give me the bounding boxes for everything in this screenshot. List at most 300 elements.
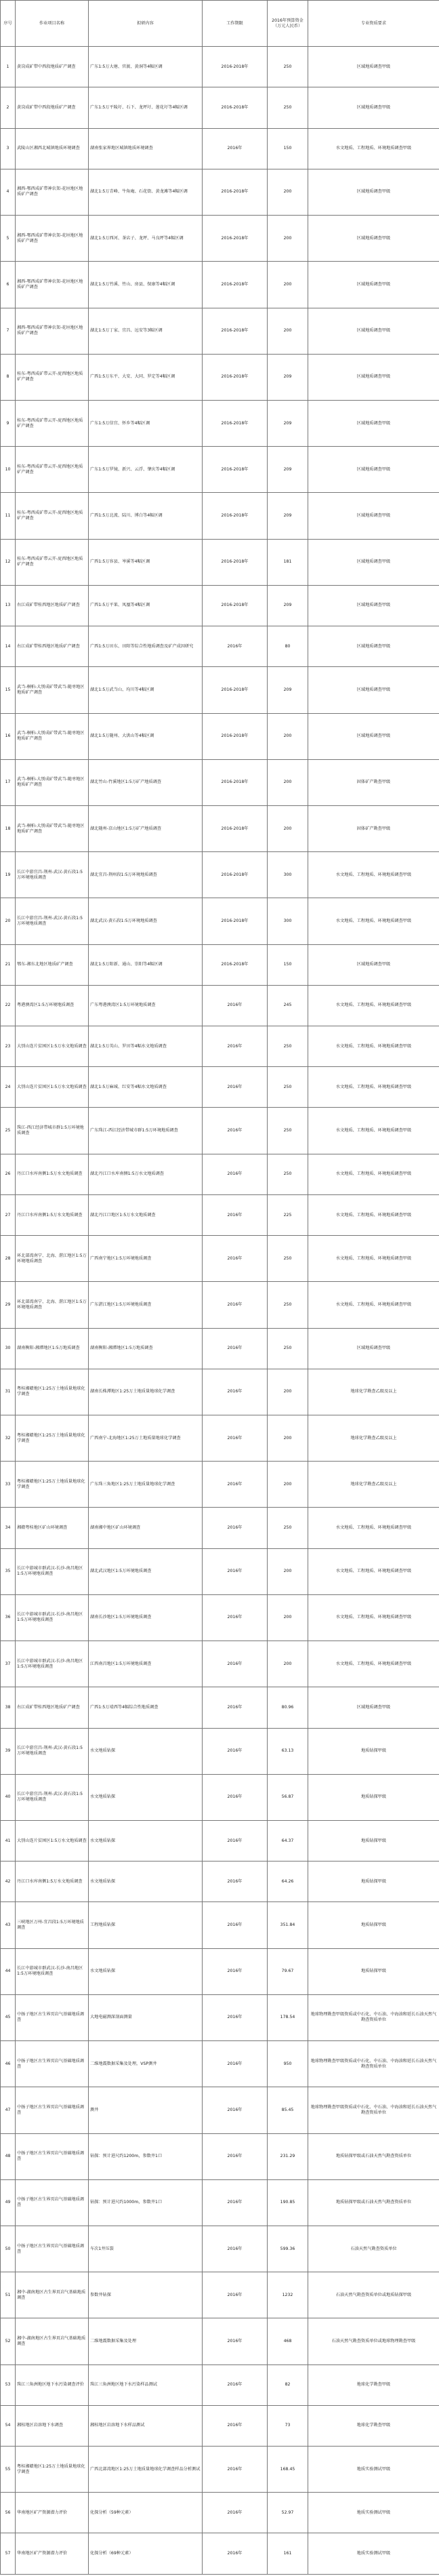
work-period: 2016年 bbox=[203, 1194, 268, 1235]
table-row bbox=[1, 1282, 439, 1328]
table-row bbox=[1, 1328, 439, 1369]
work-period: 2016-2018年 bbox=[203, 759, 268, 805]
work-period: 2016年 bbox=[203, 128, 268, 169]
project-name: 长江中游宜昌-荆州-武汉-黄石段1:5万环境地质调查 bbox=[16, 898, 89, 944]
project-name: 环北部湾南宁、北海、湛江地区1:5万环境地质调查 bbox=[16, 1236, 89, 1282]
qualification-requirement: 水文地质、工程地质、环境地质调查甲级 bbox=[308, 1594, 439, 1641]
table-row bbox=[1, 1820, 439, 1861]
work-period: 2016年 bbox=[203, 1902, 268, 1948]
budget-value: 200 bbox=[268, 1415, 308, 1462]
work-content: 湖北1:5万随州、大洪山等4幅区调 bbox=[89, 713, 203, 759]
work-period: 2016年 bbox=[203, 2226, 268, 2272]
qualification-requirement: 地球化学勘查甲级 bbox=[308, 2364, 439, 2405]
qualification-requirement: 地质实验测试甲级 bbox=[308, 2493, 439, 2533]
work-period: 2016年 bbox=[203, 2447, 268, 2493]
project-name: 大别山连片贫困区1:5万水文地质调查 bbox=[16, 1026, 89, 1067]
budget-value: 200 bbox=[268, 1462, 308, 1508]
row-number: 28 bbox=[1, 1236, 16, 1282]
work-content: 钻探：预计进尺约1200m，参数井1口 bbox=[89, 2133, 203, 2179]
budget-value: 150 bbox=[268, 944, 308, 985]
qualification-requirement: 地球物理勘查甲级资质或中石化、中石油、中海油和延长石油天然气勘查资质单位 bbox=[308, 2041, 439, 2087]
work-content: 水文地质钻探 bbox=[89, 1861, 203, 1902]
row-number: 55 bbox=[1, 2447, 16, 2493]
work-period: 2016年 bbox=[203, 2493, 268, 2533]
work-content: 湖北竹山-竹溪地区1:5万矿产地质调查 bbox=[89, 759, 203, 805]
work-period: 2016年 bbox=[203, 2318, 268, 2364]
table-row bbox=[1, 1236, 439, 1282]
project-name: 珠江三角洲地区地下水污染调查评价 bbox=[16, 2364, 89, 2405]
work-content: 湖北武汉-黄石段1:5万环境地质调查 bbox=[89, 898, 203, 944]
qualification-requirement: 地球化学勘查乙级及以上 bbox=[308, 1462, 439, 1508]
project-name: 右江成矿带桂西地区地质矿产调查 bbox=[16, 1687, 89, 1728]
work-period: 2016年 bbox=[203, 2179, 268, 2226]
work-period: 2016-2018年 bbox=[203, 169, 268, 215]
project-name: 长江中游城市群武汉-长沙-南昌地区1:5万环境地质调查 bbox=[16, 1548, 89, 1594]
row-number: 45 bbox=[1, 1994, 16, 2040]
qualification-requirement: 区域地质调查甲级 bbox=[308, 1687, 439, 1728]
budget-value: 82 bbox=[268, 2364, 308, 2405]
work-period: 2016年 bbox=[203, 1594, 268, 1641]
work-content: 湖北1:5万青峰、牛角庵、石花街、黄龙滩等4幅区调 bbox=[89, 169, 203, 215]
qualification-requirement: 区域地质调查甲级 bbox=[308, 713, 439, 759]
row-number: 35 bbox=[1, 1548, 16, 1594]
qualification-requirement: 水文地质、工程地质、环境地质调查甲级 bbox=[308, 1508, 439, 1548]
work-content: 参数井钻探 bbox=[89, 2272, 203, 2318]
project-name: 中扬子地区古生界页岩气基础地质调查 bbox=[16, 2087, 89, 2133]
budget-value: 250 bbox=[268, 1067, 308, 1108]
row-number: 21 bbox=[1, 944, 16, 985]
qualification-requirement: 水文地质、工程地质、环境地质调查甲级 bbox=[308, 1026, 439, 1067]
row-number: 49 bbox=[1, 2179, 16, 2226]
table-row bbox=[1, 1369, 439, 1415]
budget-value: 63.13 bbox=[268, 1728, 308, 1774]
work-content: 湖南湘中地区矿山环境调查 bbox=[89, 1508, 203, 1548]
project-name: 武当-桐柏-大别成矿带武当-随枣地区地质矿产调查 bbox=[16, 759, 89, 805]
table-row bbox=[1, 2087, 439, 2133]
work-content: 广西1:5万靖西等4幅综合性地质调查 bbox=[89, 1687, 203, 1728]
work-content: 湖北宜昌-荆州段1:5万环境地质调查 bbox=[89, 852, 203, 898]
work-period: 2016年 bbox=[203, 1820, 268, 1861]
qualification-requirement: 地质钻探甲级 bbox=[308, 1902, 439, 1948]
work-period: 2016年 bbox=[203, 1067, 268, 1108]
header-budget: 2016年预算资金（万元人民币） bbox=[268, 1, 308, 47]
row-number: 11 bbox=[1, 493, 16, 539]
budget-value: 181 bbox=[268, 539, 308, 585]
budget-value: 200 bbox=[268, 1548, 308, 1594]
work-period: 2016年 bbox=[203, 1948, 268, 1994]
table-row bbox=[1, 805, 439, 851]
work-period: 2016年 bbox=[203, 1774, 268, 1820]
table-row bbox=[1, 128, 439, 169]
budget-value: 168.45 bbox=[268, 2447, 308, 2493]
budget-value: 200 bbox=[268, 1641, 308, 1687]
qualification-requirement: 区域地质调查甲级 bbox=[308, 87, 439, 128]
budget-value: 300 bbox=[268, 898, 308, 944]
table-row bbox=[1, 1508, 439, 1548]
budget-value: 351.84 bbox=[268, 1902, 308, 1948]
budget-value: 225 bbox=[268, 1194, 308, 1235]
row-number: 38 bbox=[1, 1687, 16, 1728]
row-number: 3 bbox=[1, 128, 16, 169]
budget-value: 300 bbox=[268, 852, 308, 898]
table-row bbox=[1, 1728, 439, 1774]
work-content: 湖北1:5万英山、罗田等4幅水文地质调查 bbox=[89, 1026, 203, 1067]
table-row bbox=[1, 713, 439, 759]
project-name: 华南地区矿产资源潜力评价 bbox=[16, 2533, 89, 2574]
qualification-requirement: 地球物理勘查甲级资质或中石化、中石油、中海油和延长石油天然气勘查资质单位 bbox=[308, 2087, 439, 2133]
qualification-requirement: 水文地质、工程地质、环境地质调查甲级 bbox=[308, 985, 439, 1026]
project-name: 湘赣粤桂地区矿山环境调查 bbox=[16, 1508, 89, 1548]
budget-value: 178.54 bbox=[268, 1994, 308, 2040]
work-period: 2016年 bbox=[203, 1861, 268, 1902]
project-name: 粤桂湘赣地区1:25万土地质量地球化学调查 bbox=[16, 1462, 89, 1508]
project-name: 右江成矿带桂西地区地质矿产调查 bbox=[16, 626, 89, 667]
project-name: 长江中游城市群武汉-长沙-南昌地区1:5万环境地质调查 bbox=[16, 1948, 89, 1994]
work-content: 水文地质钻探 bbox=[89, 1774, 203, 1820]
qualification-requirement: 水文地质、工程地质、环境地质调查甲级 bbox=[308, 1067, 439, 1108]
row-number: 56 bbox=[1, 2493, 16, 2533]
qualification-requirement: 水文地质、工程地质、环境地质调查甲级 bbox=[308, 1154, 439, 1194]
row-number: 17 bbox=[1, 759, 16, 805]
work-period: 2016-2018年 bbox=[203, 805, 268, 851]
row-number: 10 bbox=[1, 447, 16, 493]
budget-value: 56.87 bbox=[268, 1774, 308, 1820]
table-row bbox=[1, 2272, 439, 2318]
table-row bbox=[1, 585, 439, 626]
project-name: 湘西-鄂西成矿带神农架-花垣地区地质矿产调查 bbox=[16, 308, 89, 354]
row-number: 54 bbox=[1, 2405, 16, 2446]
budget-value: 209 bbox=[268, 354, 308, 400]
row-number: 43 bbox=[1, 1902, 16, 1948]
row-number: 5 bbox=[1, 216, 16, 262]
row-number: 9 bbox=[1, 400, 16, 446]
qualification-requirement: 水文地质、工程地质、环境地质调查甲级 bbox=[308, 852, 439, 898]
budget-value: 250 bbox=[268, 1154, 308, 1194]
budget-value: 250 bbox=[268, 87, 308, 128]
budget-value: 150 bbox=[268, 128, 308, 169]
work-period: 2016年 bbox=[203, 1462, 268, 1508]
row-number: 30 bbox=[1, 1328, 16, 1369]
row-number: 18 bbox=[1, 805, 16, 851]
work-content: 广西1:5万田东、田阳等综合性地质调查及矿产成因研究 bbox=[89, 626, 203, 667]
work-period: 2016年 bbox=[203, 2533, 268, 2574]
work-period: 2016-2018年 bbox=[203, 308, 268, 354]
work-content: 广东1:5万罗镜、新兴、云浮、肇庆等4幅区调 bbox=[89, 447, 203, 493]
row-number: 50 bbox=[1, 2226, 16, 2272]
header-content: 拟研内容 bbox=[89, 1, 203, 47]
qualification-requirement: 区域地质调查甲级 bbox=[308, 585, 439, 626]
project-name: 桂东-粤西成矿带云开-庞西地区地质矿产调查 bbox=[16, 539, 89, 585]
qualification-requirement: 地球化学勘查乙级及以上 bbox=[308, 1415, 439, 1462]
qualification-requirement: 石油天然气勘查资质单位或地质钻探甲级 bbox=[308, 2272, 439, 2318]
row-number: 47 bbox=[1, 2087, 16, 2133]
project-name: 粤桂湘赣地区1:25万土地质量地球化学调查 bbox=[16, 2447, 89, 2493]
qualification-requirement: 地球物理勘查甲级资质或中石化、中石油、中海油和延长石油天然气勘查资质单位 bbox=[308, 1994, 439, 2040]
row-number: 37 bbox=[1, 1641, 16, 1687]
work-content: 测井 bbox=[89, 2087, 203, 2133]
work-content: 湖北1:5万武当山、均川等4幅区调 bbox=[89, 667, 203, 713]
table-row bbox=[1, 759, 439, 805]
work-content: 湖北丹江口地区1:5万水文地质调查 bbox=[89, 1194, 203, 1235]
project-name: 湘西-鄂西成矿带神农架-花垣地区地质矿产调查 bbox=[16, 216, 89, 262]
budget-value: 64.37 bbox=[268, 1820, 308, 1861]
work-period: 2016年 bbox=[203, 1641, 268, 1687]
budget-value: 200 bbox=[268, 805, 308, 851]
table-row bbox=[1, 1861, 439, 1902]
qualification-requirement: 石油天然气勘查资质单位 bbox=[308, 2226, 439, 2272]
budget-value: 250 bbox=[268, 1026, 308, 1067]
work-period: 2016年 bbox=[203, 2041, 268, 2087]
qualification-requirement: 地质钻探甲级 bbox=[308, 1820, 439, 1861]
project-name: 中扬子地区古生界页岩气基础地质调查 bbox=[16, 1994, 89, 2040]
qualification-requirement: 区域地质调查甲级 bbox=[308, 626, 439, 667]
work-content: 工程地质钻探 bbox=[89, 1902, 203, 1948]
budget-value: 80.96 bbox=[268, 1687, 308, 1728]
project-name: 武陵山区湘西北城镇地质环境调查 bbox=[16, 128, 89, 169]
header-period: 工作期限 bbox=[203, 1, 268, 47]
table-row bbox=[1, 87, 439, 128]
work-period: 2016年 bbox=[203, 1548, 268, 1594]
budget-value: 200 bbox=[268, 1594, 308, 1641]
table-row bbox=[1, 1462, 439, 1508]
qualification-requirement: 区域地质调查甲级 bbox=[308, 262, 439, 308]
table-row bbox=[1, 2179, 439, 2226]
row-number: 32 bbox=[1, 1415, 16, 1462]
budget-value: 1232 bbox=[268, 2272, 308, 2318]
table-row bbox=[1, 1902, 439, 1948]
table-row bbox=[1, 985, 439, 1026]
qualification-requirement: 水文地质、工程地质、环境地质调查甲级 bbox=[308, 1236, 439, 1282]
budget-value: 250 bbox=[268, 1328, 308, 1369]
qualification-requirement: 区域地质调查甲级 bbox=[308, 47, 439, 87]
project-name: 黄岗成矿带中西段地质矿产调查 bbox=[16, 47, 89, 87]
budget-value: 79.67 bbox=[268, 1948, 308, 1994]
row-number: 22 bbox=[1, 985, 16, 1026]
work-content: 湖南长沙地区1:5万环境地质调查 bbox=[89, 1594, 203, 1641]
project-name: 中扬子地区古生界页岩气基础地质调查 bbox=[16, 2041, 89, 2087]
budget-value: 209 bbox=[268, 400, 308, 446]
work-period: 2016-2018年 bbox=[203, 216, 268, 262]
work-content: 化探分析（59种元素） bbox=[89, 2493, 203, 2533]
table-row bbox=[1, 400, 439, 446]
table-row bbox=[1, 169, 439, 215]
row-number: 44 bbox=[1, 1948, 16, 1994]
table-row bbox=[1, 216, 439, 262]
work-content: 水文地质钻探 bbox=[89, 1820, 203, 1861]
work-period: 2016-2018年 bbox=[203, 47, 268, 87]
project-name: 环北部湾南宁、北海、湛江地区1:5万环境地质调查 bbox=[16, 1282, 89, 1328]
work-period: 2016-2018年 bbox=[203, 354, 268, 400]
project-name: 湖南衡阳-湘潭地区1:5万地质调查 bbox=[16, 1328, 89, 1369]
header-requirement: 专业资质要求 bbox=[308, 1, 439, 47]
project-name: 华南地区矿产资源潜力评价 bbox=[16, 2493, 89, 2533]
qualification-requirement: 水文地质、工程地质、环境地质调查甲级 bbox=[308, 898, 439, 944]
budget-value: 52.97 bbox=[268, 2493, 308, 2533]
work-content: 湖南衡阳-湘潭地区1:5万地质调查 bbox=[89, 1328, 203, 1369]
row-number: 29 bbox=[1, 1282, 16, 1328]
project-name: 右江成矿带桂西地区地质矿产调查 bbox=[16, 585, 89, 626]
table-header-row bbox=[1, 1, 439, 47]
table-row bbox=[1, 2364, 439, 2405]
table-row bbox=[1, 2041, 439, 2087]
table-body bbox=[1, 47, 439, 2574]
row-number: 2 bbox=[1, 87, 16, 128]
qualification-requirement: 水文地质、工程地质、环境地质调查甲级 bbox=[308, 1548, 439, 1594]
qualification-requirement: 水文地质、工程地质、环境地质调查甲级 bbox=[308, 1282, 439, 1328]
work-content: 广西南宁-北海地区1:25万土地质量地球化学调查 bbox=[89, 1415, 203, 1462]
project-name: 粤港澳湾区1:5万环境地质调查 bbox=[16, 985, 89, 1026]
work-content: 湖南张家界地区城镇地质环境调查 bbox=[89, 128, 203, 169]
row-number: 20 bbox=[1, 898, 16, 944]
table-row bbox=[1, 1948, 439, 1994]
project-name: 长江中游宜昌-荆州-武汉-黄石段1:5万环境地质调查 bbox=[16, 852, 89, 898]
table-row bbox=[1, 262, 439, 308]
work-period: 2016-2018年 bbox=[203, 852, 268, 898]
qualification-requirement: 地质实验测试甲级 bbox=[308, 2447, 439, 2493]
qualification-requirement: 地质实验测试甲级 bbox=[308, 2533, 439, 2574]
work-period: 2016-2018年 bbox=[203, 898, 268, 944]
work-content: 化探分析（69种元素） bbox=[89, 2533, 203, 2574]
row-number: 51 bbox=[1, 2272, 16, 2318]
budget-value: 200 bbox=[268, 308, 308, 354]
work-content: 湖北1:5万丁家、宜昌、远安等3幅区调 bbox=[89, 308, 203, 354]
budget-value: 200 bbox=[268, 169, 308, 215]
row-number: 13 bbox=[1, 585, 16, 626]
table-row bbox=[1, 667, 439, 713]
row-number: 14 bbox=[1, 626, 16, 667]
row-number: 25 bbox=[1, 1108, 16, 1154]
work-period: 2016年 bbox=[203, 1154, 268, 1194]
work-period: 2016年 bbox=[203, 1728, 268, 1774]
work-content: 广西1:5万容县、岑溪等4幅区调 bbox=[89, 539, 203, 585]
project-name: 武当-桐柏-大别成矿带武当-随枣地区地质矿产调查 bbox=[16, 805, 89, 851]
qualification-requirement: 水文地质、工程地质、环境地质调查甲级 bbox=[308, 1194, 439, 1235]
work-content: 湖北随州-京山地区1:5万矿产地质调查 bbox=[89, 805, 203, 851]
work-content: 广西1:5万平果、凤凰等4幅区调 bbox=[89, 585, 203, 626]
qualification-requirement: 地质钻探甲级 bbox=[308, 1728, 439, 1774]
budget-value: 85.45 bbox=[268, 2087, 308, 2133]
project-name: 大别山连片贫困区1:5万水文地质调查 bbox=[16, 1820, 89, 1861]
work-period: 2016年 bbox=[203, 1369, 268, 1415]
budget-value: 209 bbox=[268, 667, 308, 713]
row-number: 4 bbox=[1, 169, 16, 215]
work-content: 二维地震数据采集及处理，VSP测井 bbox=[89, 2041, 203, 2087]
row-number: 48 bbox=[1, 2133, 16, 2179]
work-content: 水文地质钻探 bbox=[89, 1948, 203, 1994]
table-row bbox=[1, 1548, 439, 1594]
header-name: 作业项目名称 bbox=[16, 1, 89, 47]
qualification-requirement: 区域地质调查甲级 bbox=[308, 447, 439, 493]
work-period: 2016年 bbox=[203, 1236, 268, 1282]
table-row bbox=[1, 898, 439, 944]
table-row bbox=[1, 1594, 439, 1641]
row-number: 52 bbox=[1, 2318, 16, 2364]
work-content: 水文地质钻探 bbox=[89, 1728, 203, 1774]
table-row bbox=[1, 2533, 439, 2574]
work-content: 广东1:5万信宜、怀乡等4幅区调 bbox=[89, 400, 203, 446]
budget-value: 80 bbox=[268, 626, 308, 667]
row-number: 1 bbox=[1, 47, 16, 87]
work-content: 湖北1:5万阳新、通山、崇阳等4幅区调 bbox=[89, 944, 203, 985]
work-content: 广东1:5万大塘、官渡、黄洞等4幅区调 bbox=[89, 47, 203, 87]
work-period: 2016-2018年 bbox=[203, 944, 268, 985]
work-content: 广东1:5万平陵圩、石下、龙坪圩、莲花圩等4幅区调 bbox=[89, 87, 203, 128]
work-period: 2016-2018年 bbox=[203, 667, 268, 713]
project-name: 湘桂地区岩溶地下水调查 bbox=[16, 2405, 89, 2446]
row-number: 34 bbox=[1, 1508, 16, 1548]
table-row bbox=[1, 944, 439, 985]
work-content: 广西北部湾地区1:25万土地质量地球化学调查样品分析测试 bbox=[89, 2447, 203, 2493]
qualification-requirement: 区域地质调查甲级 bbox=[308, 667, 439, 713]
budget-value: 250 bbox=[268, 1282, 308, 1328]
work-period: 2016年 bbox=[203, 985, 268, 1026]
project-name: 中扬子地区古生界页岩气基础地质调查 bbox=[16, 2179, 89, 2226]
table-row bbox=[1, 1415, 439, 1462]
budget-value: 209 bbox=[268, 585, 308, 626]
work-period: 2016年 bbox=[203, 2087, 268, 2133]
project-name: 三峡地区万州-宜昌段1:5万环境地质调查 bbox=[16, 1902, 89, 1948]
row-number: 31 bbox=[1, 1369, 16, 1415]
row-number: 36 bbox=[1, 1594, 16, 1641]
qualification-requirement: 区域地质调查甲级 bbox=[308, 539, 439, 585]
work-content: 湖北武汉地区1:5万环境地质调查 bbox=[89, 1548, 203, 1594]
row-number: 41 bbox=[1, 1820, 16, 1861]
project-name: 武当-桐柏-大别成矿带武当-随枣地区地质矿产调查 bbox=[16, 667, 89, 713]
row-number: 33 bbox=[1, 1462, 16, 1508]
work-period: 2016年 bbox=[203, 2364, 268, 2405]
project-name: 黄岗成矿带中西段地质矿产调查 bbox=[16, 87, 89, 128]
work-period: 2016年 bbox=[203, 2405, 268, 2446]
project-name: 中扬子地区古生界页岩气基础地质调查 bbox=[16, 2226, 89, 2272]
qualification-requirement: 石油天然气勘查资质单位或地球物理勘查甲级 bbox=[308, 2318, 439, 2364]
budget-value: 200 bbox=[268, 759, 308, 805]
row-number: 6 bbox=[1, 262, 16, 308]
work-content: 广东珠江-西江经济带城市群1:5万环境地质调查 bbox=[89, 1108, 203, 1154]
project-name: 湘西-鄂西成矿带神农架-花垣地区地质矿产调查 bbox=[16, 262, 89, 308]
budget-value: 200 bbox=[268, 713, 308, 759]
work-period: 2016年 bbox=[203, 1994, 268, 2040]
qualification-requirement: 地质钻探甲级 bbox=[308, 1948, 439, 1994]
qualification-requirement: 区域地质调查甲级 bbox=[308, 1328, 439, 1369]
project-name: 长江中游宜昌-荆州-武汉-黄石段1:5万环境地质调查 bbox=[16, 1728, 89, 1774]
project-name: 武当-桐柏-大别成矿带武当-随枣地区地质矿产调查 bbox=[16, 713, 89, 759]
qualification-requirement: 水文地质、工程地质、环境地质调查甲级 bbox=[308, 1108, 439, 1154]
row-number: 7 bbox=[1, 308, 16, 354]
row-number: 23 bbox=[1, 1026, 16, 1067]
work-period: 2016年 bbox=[203, 1328, 268, 1369]
budget-value: 950 bbox=[268, 2041, 308, 2087]
work-period: 2016年 bbox=[203, 1687, 268, 1728]
table-row bbox=[1, 1194, 439, 1235]
work-period: 2016-2018年 bbox=[203, 713, 268, 759]
qualification-requirement: 水文地质、工程地质、环境地质调查甲级 bbox=[308, 1641, 439, 1687]
project-name: 湘西-鄂西成矿带神农架-花垣地区地质矿产调查 bbox=[16, 169, 89, 215]
work-period: 2016-2018年 bbox=[203, 400, 268, 446]
budget-value: 200 bbox=[268, 216, 308, 262]
budget-value: 161 bbox=[268, 2533, 308, 2574]
budget-value: 209 bbox=[268, 493, 308, 539]
work-content: 广西1:5万东平、大安、大同、罗定等4幅区调 bbox=[89, 354, 203, 400]
row-number: 42 bbox=[1, 1861, 16, 1902]
table-row bbox=[1, 1026, 439, 1067]
row-number: 40 bbox=[1, 1774, 16, 1820]
work-period: 2016-2018年 bbox=[203, 447, 268, 493]
table-row bbox=[1, 2493, 439, 2533]
budget-value: 231.29 bbox=[268, 2133, 308, 2179]
table-row bbox=[1, 539, 439, 585]
project-name: 中扬子地区古生界页岩气基础地质调查 bbox=[16, 2133, 89, 2179]
project-name: 丹江口水库南侧1:5万水文地质调查 bbox=[16, 1194, 89, 1235]
